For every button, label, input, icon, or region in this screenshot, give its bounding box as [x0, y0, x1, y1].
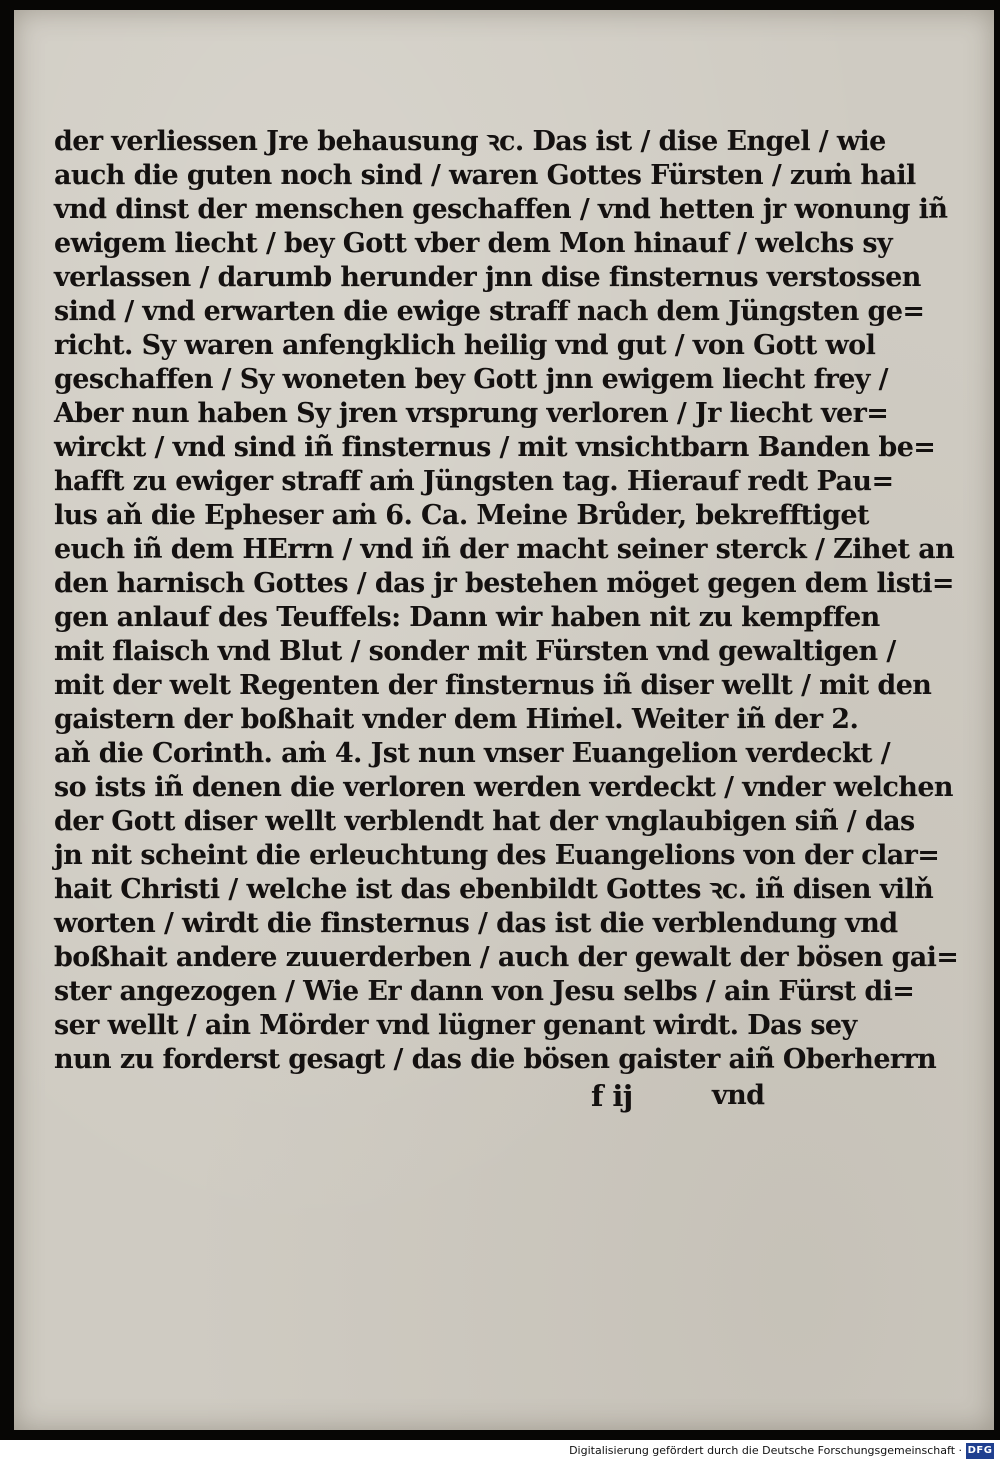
text-line: ewigem liecht / bey Gott vber dem Mon hinauf / welchs sy: [54, 228, 893, 259]
text-line: euch iñ dem HErrn / vnd iñ der macht seiner sterck / Zihet an: [54, 534, 955, 565]
text-line: richt. Sy waren anfengklich heilig vnd gut / von Gott wol: [54, 330, 876, 361]
text-line: Aber nun haben Sy jren vrsprung verloren / Jr liecht ver=: [54, 398, 889, 429]
catchword: vnd: [712, 1080, 765, 1111]
text-line: so ists iñ denen die verloren werden verdeckt / vnder welchen: [54, 772, 953, 803]
text-line: aň die Corinth. aṁ 4. Jst nun vnser Euangelion verdeckt /: [54, 738, 891, 769]
text-line: mit flaisch vnd Blut / sonder mit Fürsten vnd gewaltigen /: [54, 636, 896, 667]
text-line: ser wellt / ain Mörder vnd lügner genant wirdt. Das sey: [54, 1010, 857, 1041]
text-line: geschaffen / Sy woneten bey Gott jnn ewigem liecht frey /: [54, 364, 888, 395]
text-line: wirckt / vnd sind iñ finsternus / mit vnsichtbarn Banden be=: [54, 432, 936, 463]
funding-credit: Digitalisierung gefördert durch die Deutsche Forschungsgemeinschaft ·: [569, 1444, 962, 1457]
text-line: der Gott diser wellt verblendt hat der vnglaubigen siñ / das: [54, 806, 915, 837]
text-line: verlassen / darumb herunder jnn dise finsternus verstossen: [54, 262, 921, 293]
text-line: lus aň die Epheser aṁ 6. Ca. Meine Brůder, bekrefftiget: [54, 500, 869, 531]
text-line: mit der welt Regenten der finsternus iñ diser wellt / mit den: [54, 670, 932, 701]
text-line: den harnisch Gottes / das jr bestehen möget gegen dem listi=: [54, 568, 954, 599]
text-line: auch die guten noch sind / waren Gottes Fürsten / zuṁ hail: [54, 160, 916, 191]
signature-mark: f ij: [591, 1079, 633, 1113]
page-text-block: [54, 125, 959, 1117]
text-line: hait Christi / welche ist das ebenbildt Gottes ꝛc. iñ disen vilň: [54, 874, 934, 905]
text-line: ster angezogen / Wie Er dann von Jesu selbs / ain Fürst di=: [54, 976, 915, 1007]
text-line: nun zu forderst gesagt / das die bösen gaister aiñ Oberherrn: [54, 1044, 937, 1075]
text-line: vnd dinst der menschen geschaffen / vnd hetten jr wonung iñ: [54, 194, 948, 225]
credit-bar: [0, 1440, 1000, 1463]
text-line: der verliessen Jre behausung ꝛc. Das ist / dise Engel / wie: [54, 126, 886, 157]
text-line: gen anlauf des Teuffels: Dann wir haben nit zu kempffen: [54, 602, 880, 633]
text-line: gaistern der boßhait vnder dem Hiṁel. Weiter iñ der 2.: [54, 704, 859, 735]
text-line: sind / vnd erwarten die ewige straff nach dem Jüngsten ge=: [54, 296, 925, 327]
text-line: boßhait andere zuuerderben / auch der gewalt der bösen gai=: [54, 942, 959, 973]
page-footer: [54, 1077, 794, 1117]
dfg-logo-icon: DFG: [966, 1443, 994, 1459]
text-line: hafft zu ewiger straff aṁ Jüngsten tag. Hierauf redt Pau=: [54, 466, 894, 497]
text-line: jn nit scheint die erleuchtung des Euangelions von der clar=: [54, 840, 940, 871]
book-page: [14, 10, 994, 1430]
text-line: worten / wirdt die finsternus / das ist die verblendung vnd: [54, 908, 898, 939]
